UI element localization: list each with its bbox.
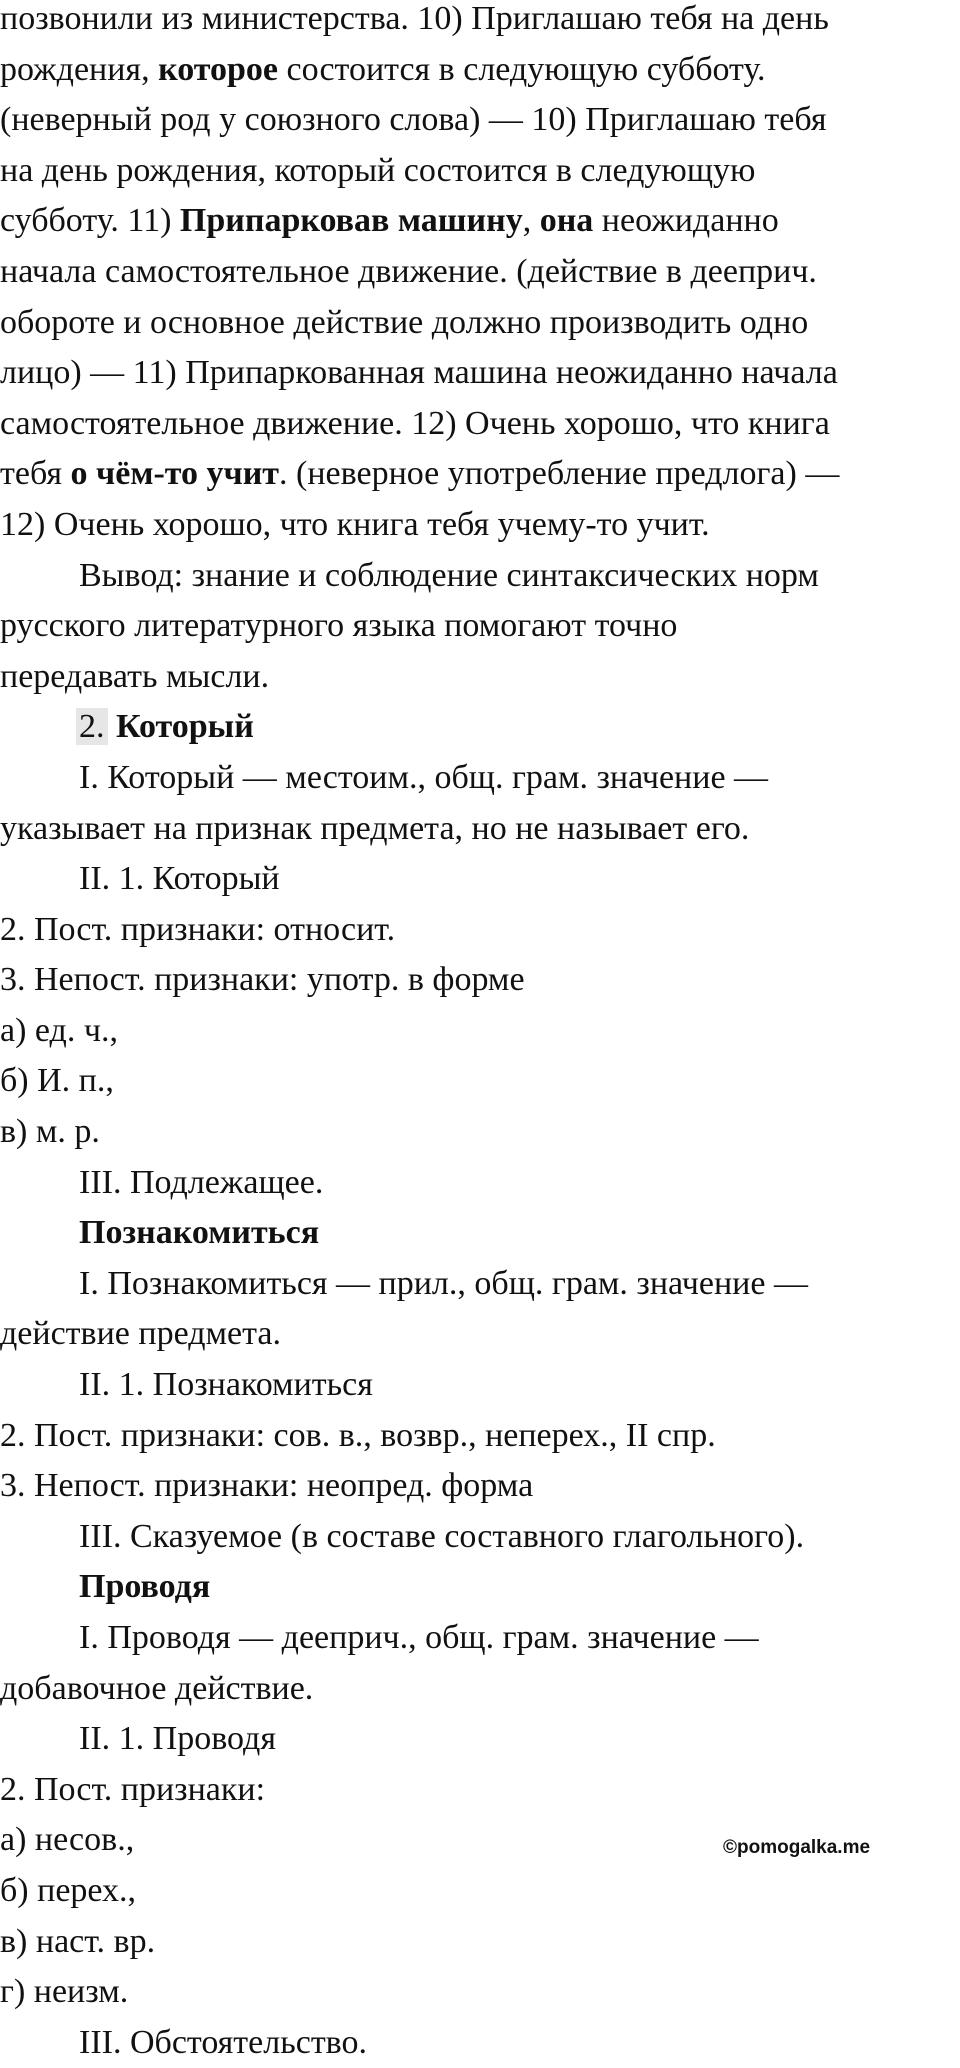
word-title: Который — [116, 708, 254, 746]
text: а) ед. ч., — [0, 1011, 118, 1049]
text: Вывод: знание и соблюдение синтаксических норм — [79, 556, 819, 594]
analysis-line — [0, 955, 960, 1006]
text: указывает на признак предмета, но не называет его. — [0, 809, 750, 847]
task-heading — [0, 702, 960, 753]
analysis-line — [0, 905, 960, 956]
text: III. Подлежащее. — [79, 1163, 324, 1201]
analysis-line — [0, 1056, 960, 1107]
word-title: Познакомиться — [79, 1214, 320, 1252]
text: г) неизм. — [0, 1973, 129, 2011]
text: I. Который — местоим., общ. грам. значение — — [79, 758, 769, 796]
text: лицо) — 11) Припаркованная машина неожиданно начала — [0, 354, 838, 392]
text: состоится в следующую субботу. — [278, 50, 766, 88]
text: субботу. 11) — [0, 202, 180, 240]
word-heading — [0, 1562, 960, 1613]
text: III. Обстоятельство. — [79, 2023, 368, 2061]
text: б) перех., — [0, 1871, 137, 1909]
text-line — [0, 247, 960, 298]
analysis-line — [0, 1714, 960, 1765]
text: I. Проводя — дееприч., общ. грам. значение — — [79, 1619, 759, 1656]
text: передавать мысли. — [0, 657, 270, 695]
text: II. 1. Который — [79, 860, 280, 898]
text-line — [0, 399, 960, 450]
analysis-line — [0, 1158, 960, 1209]
text-line — [0, 500, 960, 551]
text: б) И. п., — [0, 1062, 114, 1100]
analysis-line — [0, 753, 960, 804]
text: 12) Очень хорошо, что книга тебя учему-то учит. — [0, 505, 710, 543]
analysis-line — [0, 804, 960, 855]
text-line — [0, 95, 960, 146]
text: рождения, — [0, 50, 159, 88]
text: 2. Пост. признаки: относит. — [0, 910, 396, 948]
watermark: ©pomogalka.me — [723, 1837, 871, 1858]
bold-text: о чём-то учит — [70, 455, 280, 493]
text: а) несов., — [0, 1821, 135, 1859]
bold-text: Припарковав машину — [179, 202, 523, 240]
conclusion-line — [0, 601, 960, 652]
word-title: Проводя — [79, 1568, 211, 1606]
text: I. Познакомиться — прил., общ. грам. значение — — [79, 1264, 808, 1302]
text: в) наст. вр. — [0, 1922, 156, 1960]
analysis-line — [0, 1360, 960, 1411]
text: II. 1. Познакомиться — [79, 1366, 373, 1404]
bold-text: она — [539, 202, 594, 240]
text: на день рождения, который состоится в следующую — [0, 151, 756, 189]
text: позвонили из министерства. 10) Приглашаю тебя на день — [0, 0, 829, 37]
text: 2. Пост. признаки: сов. в., возвр., неперех., II спр. — [0, 1416, 716, 1454]
text: в) м. р. — [0, 1113, 100, 1151]
text: 3. Непост. признаки: употр. в форме — [0, 961, 525, 999]
task-number: 2. — [76, 708, 108, 745]
text-line — [0, 0, 960, 45]
analysis-line — [0, 1765, 960, 1816]
text: самостоятельное движение. 12) Очень хорошо, что книга — [0, 404, 830, 442]
text: II. 1. Проводя — [79, 1720, 276, 1758]
text: , — [522, 202, 540, 240]
text: III. Сказуемое (в составе составного глагольного). — [79, 1517, 805, 1555]
analysis-line — [0, 1309, 960, 1360]
conclusion-line — [0, 551, 960, 602]
analysis-line — [0, 1461, 960, 1512]
conclusion-line — [0, 652, 960, 703]
text-line — [0, 146, 960, 197]
text: неожиданно — [593, 202, 779, 240]
text-line — [0, 449, 960, 500]
analysis-line — [0, 1512, 960, 1563]
analysis-line — [0, 1006, 960, 1057]
analysis-line — [0, 1866, 960, 1917]
text: действие предмета. — [0, 1315, 281, 1353]
analysis-line — [0, 1107, 960, 1158]
text: русского литературного языка помогают точно — [0, 607, 678, 645]
text-line — [0, 348, 960, 399]
bold-text: которое — [158, 50, 279, 88]
text: добавочное действие. — [0, 1669, 314, 1707]
analysis-line — [0, 1967, 960, 2018]
analysis-line — [0, 2018, 960, 2068]
analysis-line — [0, 1411, 960, 1462]
word-heading — [0, 1208, 960, 1259]
analysis-line — [0, 1259, 960, 1310]
analysis-line — [0, 1917, 960, 1968]
text-line — [0, 298, 960, 349]
text: (неверный род у союзного слова) — 10) Приглашаю тебя — [0, 101, 827, 139]
text-line — [0, 196, 960, 247]
text: начала самостоятельное движение. (действие в дееприч. — [0, 252, 817, 290]
text: . (неверное употребление предлога) — — [279, 455, 840, 493]
analysis-line — [0, 854, 960, 905]
analysis-line — [0, 1613, 960, 1664]
text: обороте и основное действие должно производить одно — [0, 303, 809, 341]
analysis-line — [0, 1664, 960, 1715]
text: 2. Пост. признаки: — [0, 1770, 266, 1808]
text-line — [0, 45, 960, 96]
text: 3. Непост. признаки: неопред. форма — [0, 1467, 534, 1505]
text: тебя — [0, 455, 71, 493]
